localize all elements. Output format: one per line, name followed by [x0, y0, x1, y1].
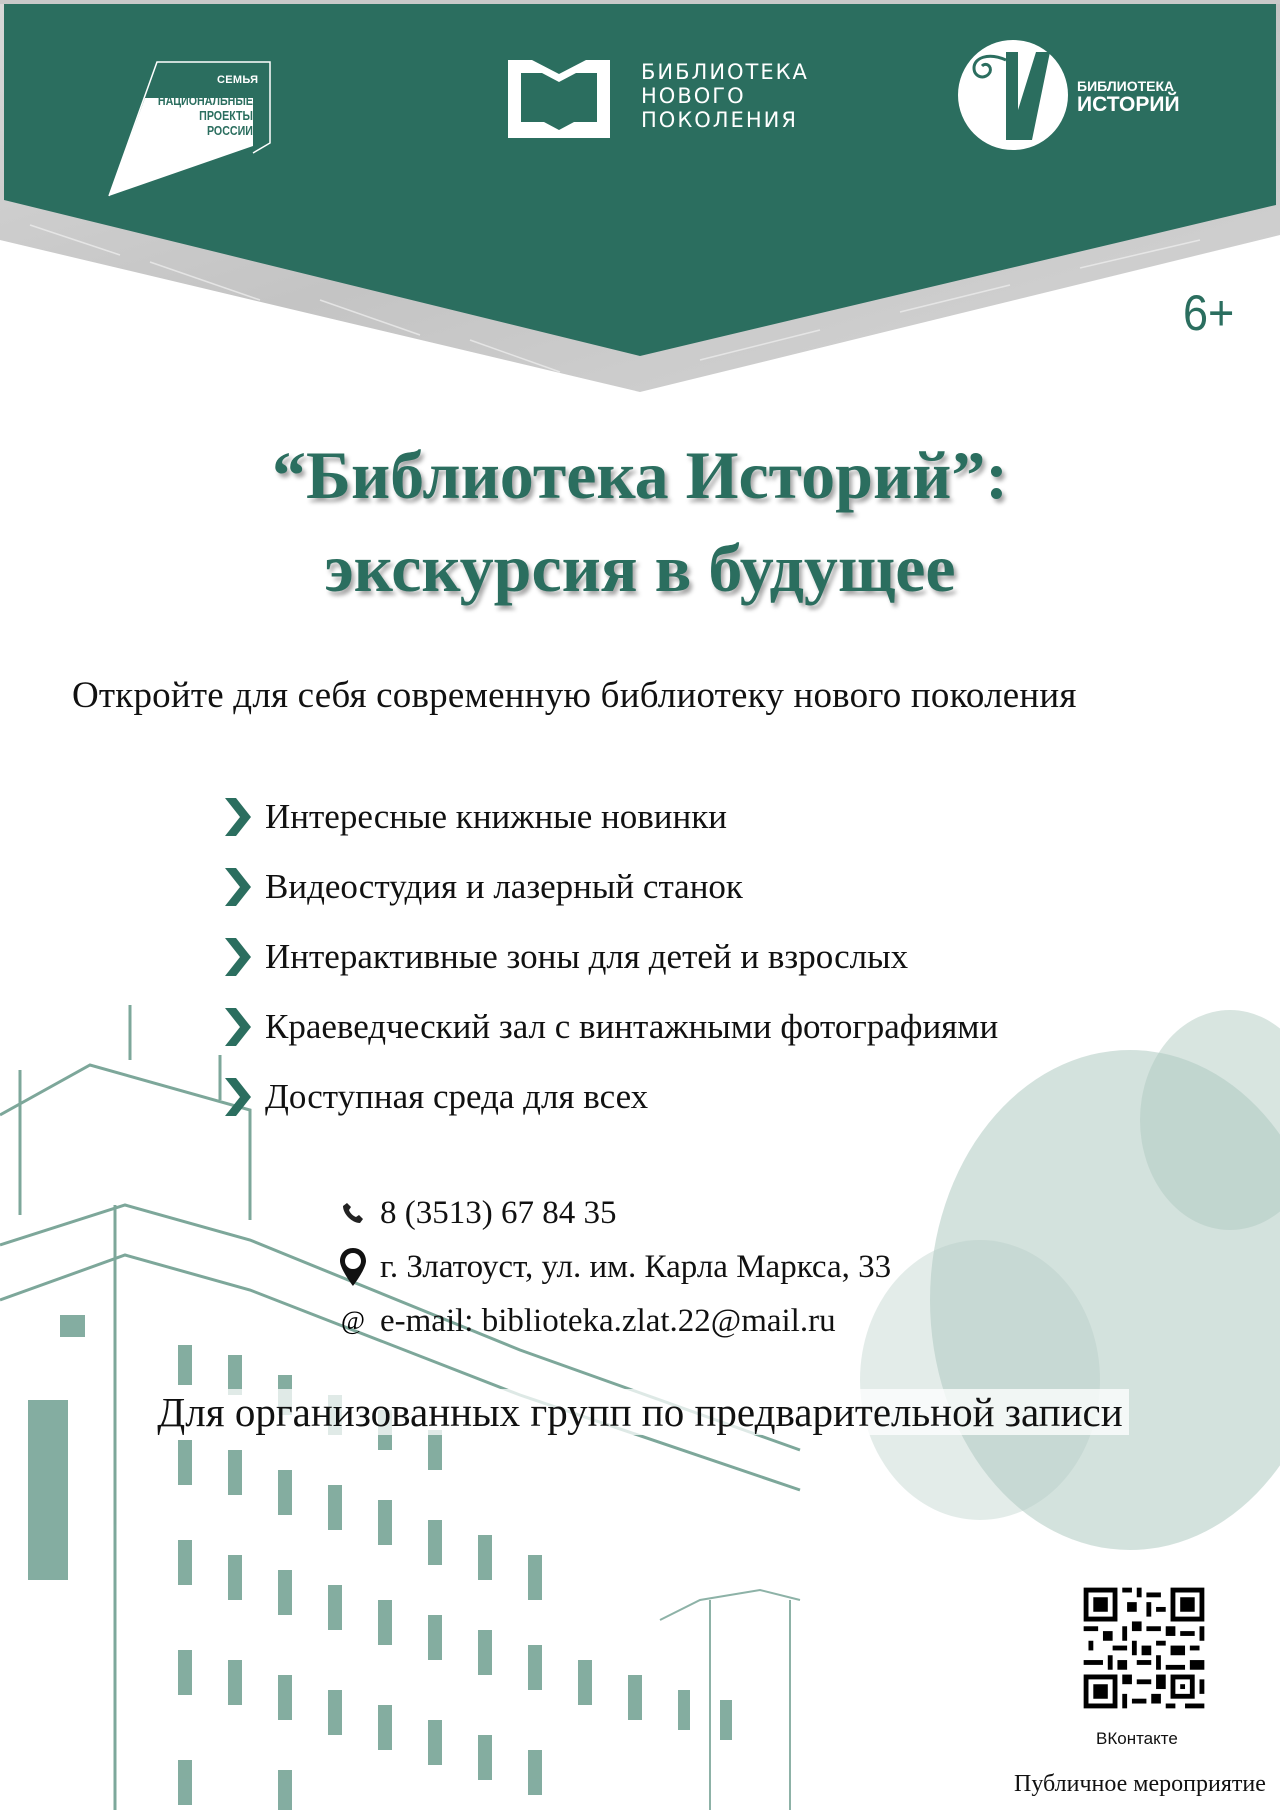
- logo-label-semya: СЕМЬЯ: [217, 74, 259, 86]
- contact-info: [336, 1186, 891, 1348]
- list-item: [225, 1062, 998, 1132]
- subtitle: Откройте для себя современную библиотеку нового поколения: [72, 675, 1077, 716]
- list-item: [225, 922, 998, 992]
- group-booking-note: [0, 1388, 1280, 1436]
- logo-line: БИБЛИОТЕКА: [641, 60, 809, 84]
- feature-text: Доступная среда для всех: [265, 1077, 649, 1116]
- list-item: [225, 992, 998, 1062]
- logo-line: НАЦИОНАЛЬНЫЕ: [157, 93, 253, 108]
- map-pin-icon: [336, 1247, 370, 1287]
- new-generation-library-label: [641, 60, 809, 132]
- logo-line: ПОКОЛЕНИЯ: [641, 108, 798, 132]
- feature-text: Интересные книжные новинки: [265, 797, 727, 836]
- logo-label-national-projects: [158, 93, 253, 138]
- age-rating-badge: 6+: [1183, 285, 1235, 341]
- list-item: [225, 852, 998, 922]
- email-row: [336, 1294, 891, 1348]
- logo-line: БИБЛИОТЕКА: [1077, 78, 1175, 94]
- phone-number: 8 (3513) 67 84 35: [380, 1194, 617, 1231]
- feature-text: Интерактивные зоны для детей и взрослых: [265, 937, 909, 976]
- qr-code-icon: [1074, 1578, 1214, 1718]
- email-link[interactable]: e-mail: biblioteka.zlat.22@mail.ru: [380, 1302, 836, 1339]
- logo-line: ИСТОРИЙ: [1077, 93, 1180, 116]
- chevron-right-icon: [225, 938, 251, 976]
- features-list: [225, 782, 998, 1132]
- phone-icon: [336, 1201, 370, 1225]
- vk-label: ВКонтакте: [1092, 1728, 1182, 1750]
- at-sign-icon: @: [341, 1306, 365, 1335]
- page-title-line-2: экскурсия в будущее: [324, 530, 956, 606]
- logo-line: ПРОЕКТЫ: [199, 108, 253, 123]
- logo-line: РОССИИ: [207, 123, 253, 138]
- public-event-label: Публичное мероприятие: [1010, 1768, 1270, 1800]
- chevron-right-icon: [225, 868, 251, 906]
- stories-library-label: [1077, 78, 1180, 116]
- feature-text: Краеведческий зал с винтажными фотографиями: [265, 1007, 999, 1046]
- group-booking-text: Для организованных групп по предварительной записи: [151, 1389, 1128, 1435]
- phone-row: [336, 1186, 891, 1240]
- letter-i-circle-icon: [958, 40, 1068, 150]
- address-row: [336, 1240, 891, 1294]
- feature-text: Видеостудия и лазерный станок: [265, 867, 743, 906]
- logo-line: НОВОГО: [641, 84, 746, 108]
- chevron-right-icon: [225, 798, 251, 836]
- vk-qr-code[interactable]: [1074, 1578, 1214, 1718]
- address-text: г. Златоуст, ул. им. Карла Маркса, 33: [380, 1248, 892, 1285]
- list-item: [225, 782, 998, 852]
- page-title-line-1: “Библиотека Историй”:: [271, 437, 1008, 513]
- open-book-frame-icon: [508, 60, 610, 138]
- chevron-right-icon: [225, 1008, 251, 1046]
- national-projects-logo: [105, 60, 275, 200]
- chevron-right-icon: [225, 1078, 251, 1116]
